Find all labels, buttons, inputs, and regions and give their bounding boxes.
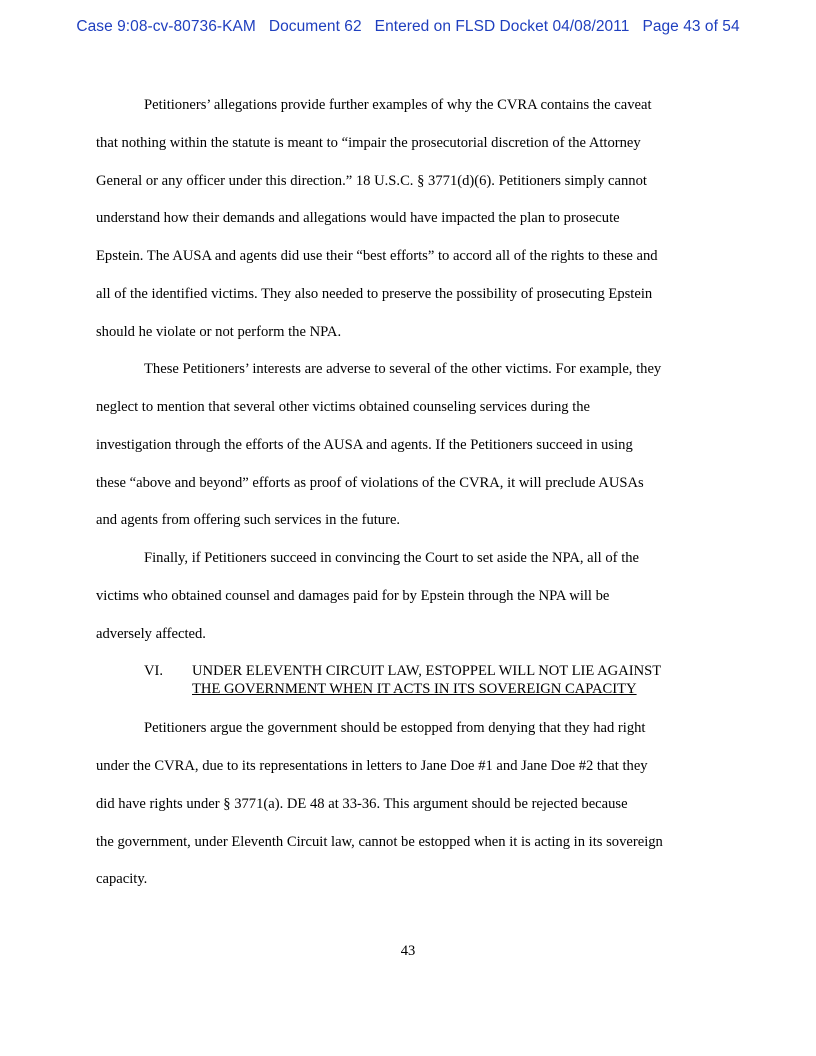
text-line: neglect to mention that several other victims obtained counseling services during the [96, 399, 591, 415]
text-line: these “above and beyond” efforts as proof of violations of the CVRA, it will preclude AUSAs [96, 475, 644, 491]
text-line: should he violate or not perform the NPA. [96, 324, 342, 340]
text-line: capacity. [96, 871, 148, 887]
text-line: investigation through the efforts of the AUSA and agents. If the Petitioners succeed in using [96, 437, 633, 453]
docket-header: Case 9:08-cv-80736-KAM Document 62 Entered on FLSD Docket 04/08/2011 Page 43 of 54 [76, 18, 740, 35]
text-line: the government, under Eleventh Circuit law, cannot be estopped when it is acting in its sovereign [96, 834, 663, 850]
text-line: Petitioners’ allegations provide further examples of why the CVRA contains the caveat [144, 97, 652, 113]
text-line: under the CVRA, due to its representations in letters to Jane Doe #1 and Jane Doe #2 that they [96, 758, 648, 774]
text-line: Petitioners argue the government should be estopped from denying that they had right [144, 720, 646, 736]
section-number: VI. [144, 663, 164, 679]
page-number: 43 [400, 943, 416, 959]
text-line: understand how their demands and allegations would have impacted the plan to prosecute [96, 210, 620, 226]
text-line: adversely affected. [96, 626, 206, 642]
text-line: did have rights under § 3771(a). DE 48 at 33-36. This argument should be rejected because [96, 796, 628, 812]
text-line: Finally, if Petitioners succeed in convincing the Court to set aside the NPA, all of the [144, 550, 640, 566]
text-line: General or any officer under this direction.” 18 U.S.C. § 3771(d)(6). Petitioners simply cannot [96, 173, 647, 189]
text-line: These Petitioners’ interests are adverse to several of the other victims. For example, they [144, 361, 662, 377]
text-line: all of the identified victims. They also needed to preserve the possibility of prosecuting Epstein [96, 286, 653, 302]
text-line: that nothing within the statute is meant to “impair the prosecutorial discretion of the Attorney [96, 135, 641, 151]
section-title-line: THE GOVERNMENT WHEN IT ACTS IN ITS SOVEREIGN CAPACITY [192, 681, 637, 697]
text-line: victims who obtained counsel and damages paid for by Epstein through the NPA will be [96, 588, 610, 604]
text-line: and agents from offering such services in the future. [96, 512, 401, 528]
text-line: Epstein. The AUSA and agents did use their “best efforts” to accord all of the rights to these and [96, 248, 658, 264]
section-title-line: UNDER ELEVENTH CIRCUIT LAW, ESTOPPEL WILL NOT LIE AGAINST [192, 663, 662, 679]
